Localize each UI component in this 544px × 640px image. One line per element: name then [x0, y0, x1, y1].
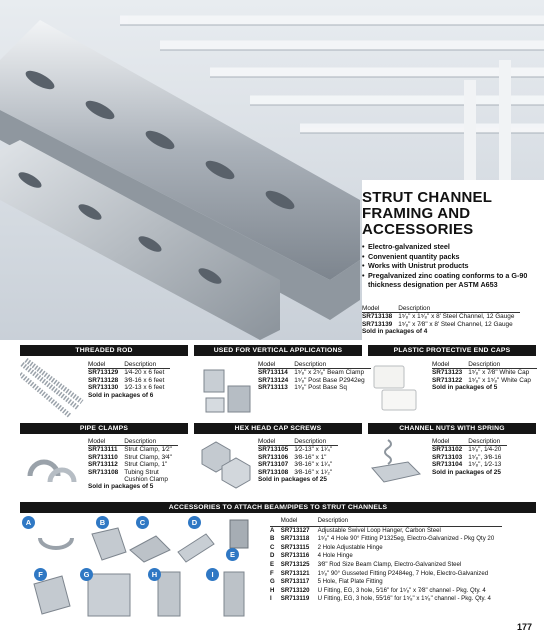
sold-note: Sold in packages of 5 — [88, 483, 154, 491]
letter-badge-a: A — [22, 516, 35, 529]
page-title: STRUT CHANNEL FRAMING AND ACCESSORIES — [362, 189, 493, 238]
letter-badge-d: D — [188, 516, 201, 529]
table-row: SR713138 1⁵⁄₈" x 1⁵⁄₈" x 8' Steel Channel, 12 Gauge — [362, 313, 515, 321]
table-row: SR713106 3⁄8-16" x 1" — [258, 453, 327, 461]
feature-item: • Electro-galvanized steel — [362, 242, 542, 252]
section-header-channel-nuts: CHANNEL NUTS WITH SPRING — [368, 423, 536, 434]
section-header-accessories: ACCESSORIES TO ATTACH BEAM/PIPES TO STRUT CHANNELS — [20, 502, 536, 513]
table-row: SR713107 3⁄8-16" x 1¹⁄₄" — [258, 461, 333, 469]
table-row: SR713130 1⁄2-13 x 6 feet — [88, 384, 165, 392]
section-header-threaded-rod: THREADED ROD — [20, 345, 188, 356]
accessories-table: Model Description A SR713127 Adjustable Swivel Loop Hanger, Carbon Steel B SR713118 1⁵⁄₈" 4 Hole 90° Fitting P1325eg, Electro-Galvanized - Pkg Qty 20 C SR713115 2 Hole Adjustable Hinge D SR713116 4 Hole Hinge E SR713125 3⁄8" Rod Size Beam Clamp, Electro-Galvanized Steel F SR713121 1⁵⁄₈" 90° Gusseted Fitting P2484eg, 7 Hole, Electro-Galvanized G SR713117 5 Hole, Flat Plate Fitting H SR713120 U Fitting, EG, 3 hole, 5⁄16" for 1⁵⁄₈" x 7⁄8" channel - Pkg. Qty. 4 I SR713119 U Fitting, EG, 3 hole, 55⁄16" for 1⁵⁄₈" x 1⁵⁄₈" channel - Pkg. Qty. 4 — [270, 517, 502, 604]
table-row: SR713124 1⁵⁄₈" Post Base P2942eg — [258, 376, 365, 384]
title-block — [362, 190, 542, 290]
table-row: C SR713115 2 Hole Adjustable Hinge — [270, 543, 383, 551]
letter-badge-c: C — [136, 516, 149, 529]
table-row: SR713108 Tubing Strut — [88, 468, 159, 476]
table-row: SR713110 Strut Clamp, 3⁄4" — [88, 453, 172, 461]
table-row: SR713128 3⁄8-16 x 6 feet — [88, 376, 165, 384]
table-row: SR713102 1⁵⁄₈", 1⁄4-20 — [432, 446, 502, 454]
letter-badge-e: E — [226, 548, 239, 561]
table-row: SR713104 1⁵⁄₈", 1⁄2-13 — [432, 461, 502, 469]
letter-badge-b: B — [96, 516, 109, 529]
table-row: SR713123 1⁵⁄₈" x 7⁄8" White Cap — [432, 369, 530, 377]
table-row: G SR713117 5 Hole, Flat Plate Fitting — [270, 578, 383, 586]
feature-list — [362, 242, 542, 290]
cap-screws-image — [196, 436, 256, 501]
table-row: SR713122 1⁵⁄₈" x 1⁵⁄₈" White Cap — [432, 376, 531, 384]
table-row: SR713139 1⁵⁄₈" x 7⁄8" x 8' Steel Channel, 12 Gauge — [362, 320, 513, 328]
sold-note: Sold in packages of 25 — [258, 476, 327, 484]
table-row: SR713113 1⁵⁄₈" Post Base Sq — [258, 384, 347, 392]
table-row: B SR713118 1⁵⁄₈" 4 Hole 90° Fitting P1325eg, Electro-Galvanized - Pkg Qty 20 — [270, 535, 495, 543]
table-row: SR713111 Strut Clamp, 1⁄2" — [88, 446, 172, 454]
table-row: SR713108 3⁄8-16" x 1¹⁄₂" — [258, 468, 333, 476]
table-row: SR713114 1⁵⁄₈" x 2⁵⁄₈" Beam Clamp — [258, 369, 365, 377]
table-row: SR713129 1⁄4-20 x 6 feet — [88, 369, 165, 377]
strut-channel-table: Model Description SR713138 1⁵⁄₈" x 1⁵⁄₈" x 8' Steel Channel, 12 Gauge SR713139 1⁵⁄₈" x 7⁄8" x 8' Steel Channel, 12 Gauge Sold in packages of 4 — [362, 305, 520, 336]
table-row: E SR713125 3⁄8" Rod Size Beam Clamp, Electro-Galvanized Steel — [270, 560, 462, 568]
pipe-clamp-image — [20, 436, 84, 501]
table-row: A SR713127 Adjustable Swivel Loop Hanger, Carbon Steel — [270, 526, 441, 534]
feature-item: • Pregalvanized zinc coating conforms to a G-90 thickness designation per ASTM A653 — [362, 271, 542, 290]
table-row: SR713112 Strut Clamp, 1" — [88, 461, 168, 469]
feature-item: • Convenient quantity packs — [362, 252, 542, 262]
table-row: SR713103 1⁵⁄₈", 3⁄8-16 — [432, 453, 502, 461]
threaded-rod-table: Model Description SR713129 1⁄4-20 x 6 feet SR713128 3⁄8-16 x 6 feet SR713130 1⁄2-13 x 6 feet Sold in packages of 6 — [88, 361, 170, 400]
post-base-image — [200, 358, 254, 423]
table-row: D SR713116 4 Hole Hinge — [270, 552, 353, 560]
table-row: H SR713120 U Fitting, EG, 3 hole, 5⁄16" for 1⁵⁄₈" x 7⁄8" channel - Pkg. Qty. 4 — [270, 586, 486, 594]
feature-item: • Works with Unistrut products — [362, 261, 542, 271]
end-caps-table: Model Description SR713123 1⁵⁄₈" x 7⁄8" White Cap SR713122 1⁵⁄₈" x 1⁵⁄₈" White Cap Sold in packages of 5 — [432, 361, 537, 392]
section-header-cap-screws: HEX HEAD CAP SCREWS — [194, 423, 362, 434]
pipe-clamps-table: Model Description SR713111 Strut Clamp, 1⁄2" SR713110 Strut Clamp, 3⁄4" SR713112 Strut Clamp, 1" SR713108 Tubing Strut Cushion Clamp Sold in packages of 5 — [88, 438, 178, 491]
letter-badge-f: F — [34, 568, 47, 581]
cap-screws-table: Model Description SR713105 1⁄2-13" x 1¹⁄₄" SR713106 3⁄8-16" x 1" SR713107 3⁄8-16" x 1¹⁄₄" SR713108 3⁄8-16" x 1¹⁄₂" Sold in packages of 25 — [258, 438, 338, 484]
sold-note: Sold in packages of 6 — [88, 391, 154, 399]
page-number: 177 — [516, 622, 532, 632]
section-header-pipe-clamps: PIPE CLAMPS — [20, 423, 188, 434]
channel-nuts-table: Model Description SR713102 1⁵⁄₈", 1⁄4-20 SR713103 1⁵⁄₈", 3⁄8-16 SR713104 1⁵⁄₈", 1⁄2-13 Sold in packages of 25 — [432, 438, 507, 477]
sold-note: Sold in packages of 25 — [432, 468, 501, 476]
table-row: F SR713121 1⁵⁄₈" 90° Gusseted Fitting P2484eg, 7 Hole, Electro-Galvanized — [270, 569, 489, 577]
table-row: SR713105 1⁄2-13" x 1¹⁄₄" — [258, 446, 333, 454]
table-row: Cushion Clamp — [124, 476, 168, 484]
end-caps-image — [370, 360, 426, 421]
channel-nut-image — [368, 436, 428, 497]
section-header-vertical: USED FOR VERTICAL APPLICATIONS — [194, 345, 362, 356]
threaded-rod-image — [20, 358, 84, 423]
table-row: I SR713119 U Fitting, EG, 3 hole, 55⁄16" for 1⁵⁄₈" x 1⁵⁄₈" channel - Pkg. Qty. 4 — [270, 595, 491, 603]
accessories-images — [18, 516, 268, 625]
letter-badge-h: H — [148, 568, 161, 581]
sold-note: Sold in packages of 5 — [432, 384, 498, 392]
vertical-applications-table: Model Description SR713114 1⁵⁄₈" x 2⁵⁄₈" Beam Clamp SR713124 1⁵⁄₈" Post Base P2942eg SR713113 1⁵⁄₈" Post Base Sq — [258, 361, 371, 392]
sold-note: Sold in packages of 4 — [362, 328, 428, 336]
section-header-end-caps: PLASTIC PROTECTIVE END CAPS — [368, 345, 536, 356]
letter-badge-g: G — [80, 568, 93, 581]
letter-badge-i: I — [206, 568, 219, 581]
